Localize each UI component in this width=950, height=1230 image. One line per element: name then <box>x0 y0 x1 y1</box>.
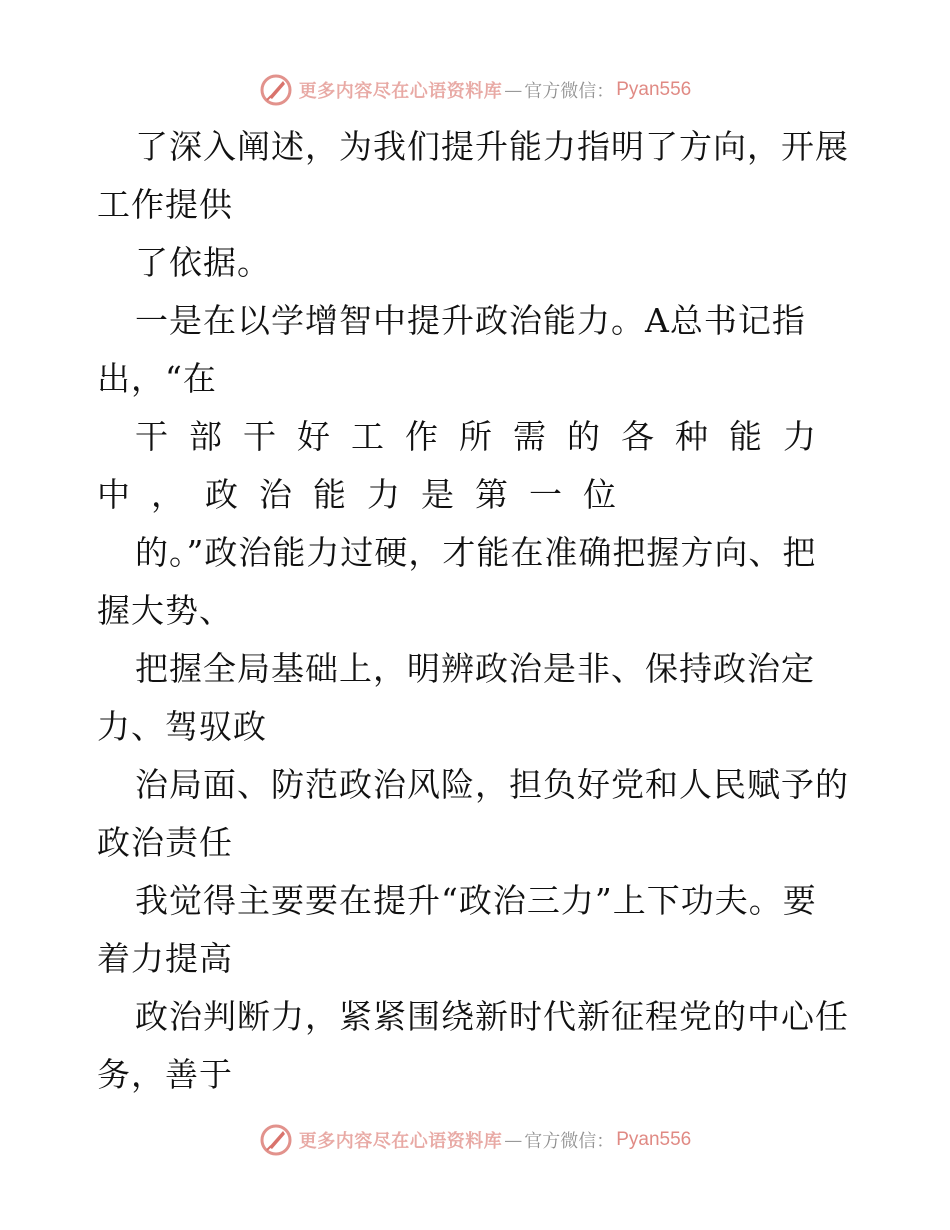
footer-watermark <box>0 1120 950 1160</box>
text-line: 治局面、防范政治风险，担负好党和人民赋予的 <box>135 765 849 804</box>
watermark-dash: — <box>504 79 523 101</box>
text-line: 了深入阐述，为我们提升能力指明了方向，开展 <box>135 127 849 166</box>
document-body <box>97 118 857 1104</box>
watermark-main-text: 更多内容尽在心语资料库 <box>298 81 503 102</box>
text-line: 着力提高 <box>97 939 233 978</box>
watermark-sub-text: 官方微信： <box>524 81 615 102</box>
text-line: 握大势、 <box>97 591 233 630</box>
quill-logo-icon <box>259 1123 293 1157</box>
text-line: 力、驾驭政 <box>97 707 267 746</box>
watermark-sub-text: 官方微信： <box>524 1131 615 1152</box>
watermark-dash: — <box>504 1129 523 1151</box>
text-line: 了依据。 <box>135 243 271 282</box>
text-line: 中，政治能力是第一位 <box>97 475 637 514</box>
text-line: 我觉得主要要在提升“政治三力”上下功夫。要 <box>135 881 817 920</box>
text-line: 政治责任 <box>97 823 233 862</box>
text-line: 务，善于 <box>97 1055 233 1094</box>
text-line: 政治判断力，紧紧围绕新时代新征程党的中心任 <box>135 997 849 1036</box>
quill-logo-icon <box>259 73 293 107</box>
watermark-code: Pyan556 <box>616 79 692 100</box>
text-line: 出，“在 <box>97 359 217 398</box>
text-line: 的。”政治能力过硬，才能在准确把握方向、把 <box>135 533 817 572</box>
watermark-code: Pyan556 <box>616 1129 692 1150</box>
text-line: 干部干好工作所需的各种能力 <box>135 417 837 456</box>
watermark-main-text: 更多内容尽在心语资料库 <box>298 1131 503 1152</box>
text-line: 一是在以学增智中提升政治能力。A总书记指 <box>135 301 806 340</box>
text-line: 工作提供 <box>97 185 233 224</box>
header-watermark <box>0 70 950 110</box>
text-line: 把握全局基础上，明辨政治是非、保持政治定 <box>135 649 815 688</box>
